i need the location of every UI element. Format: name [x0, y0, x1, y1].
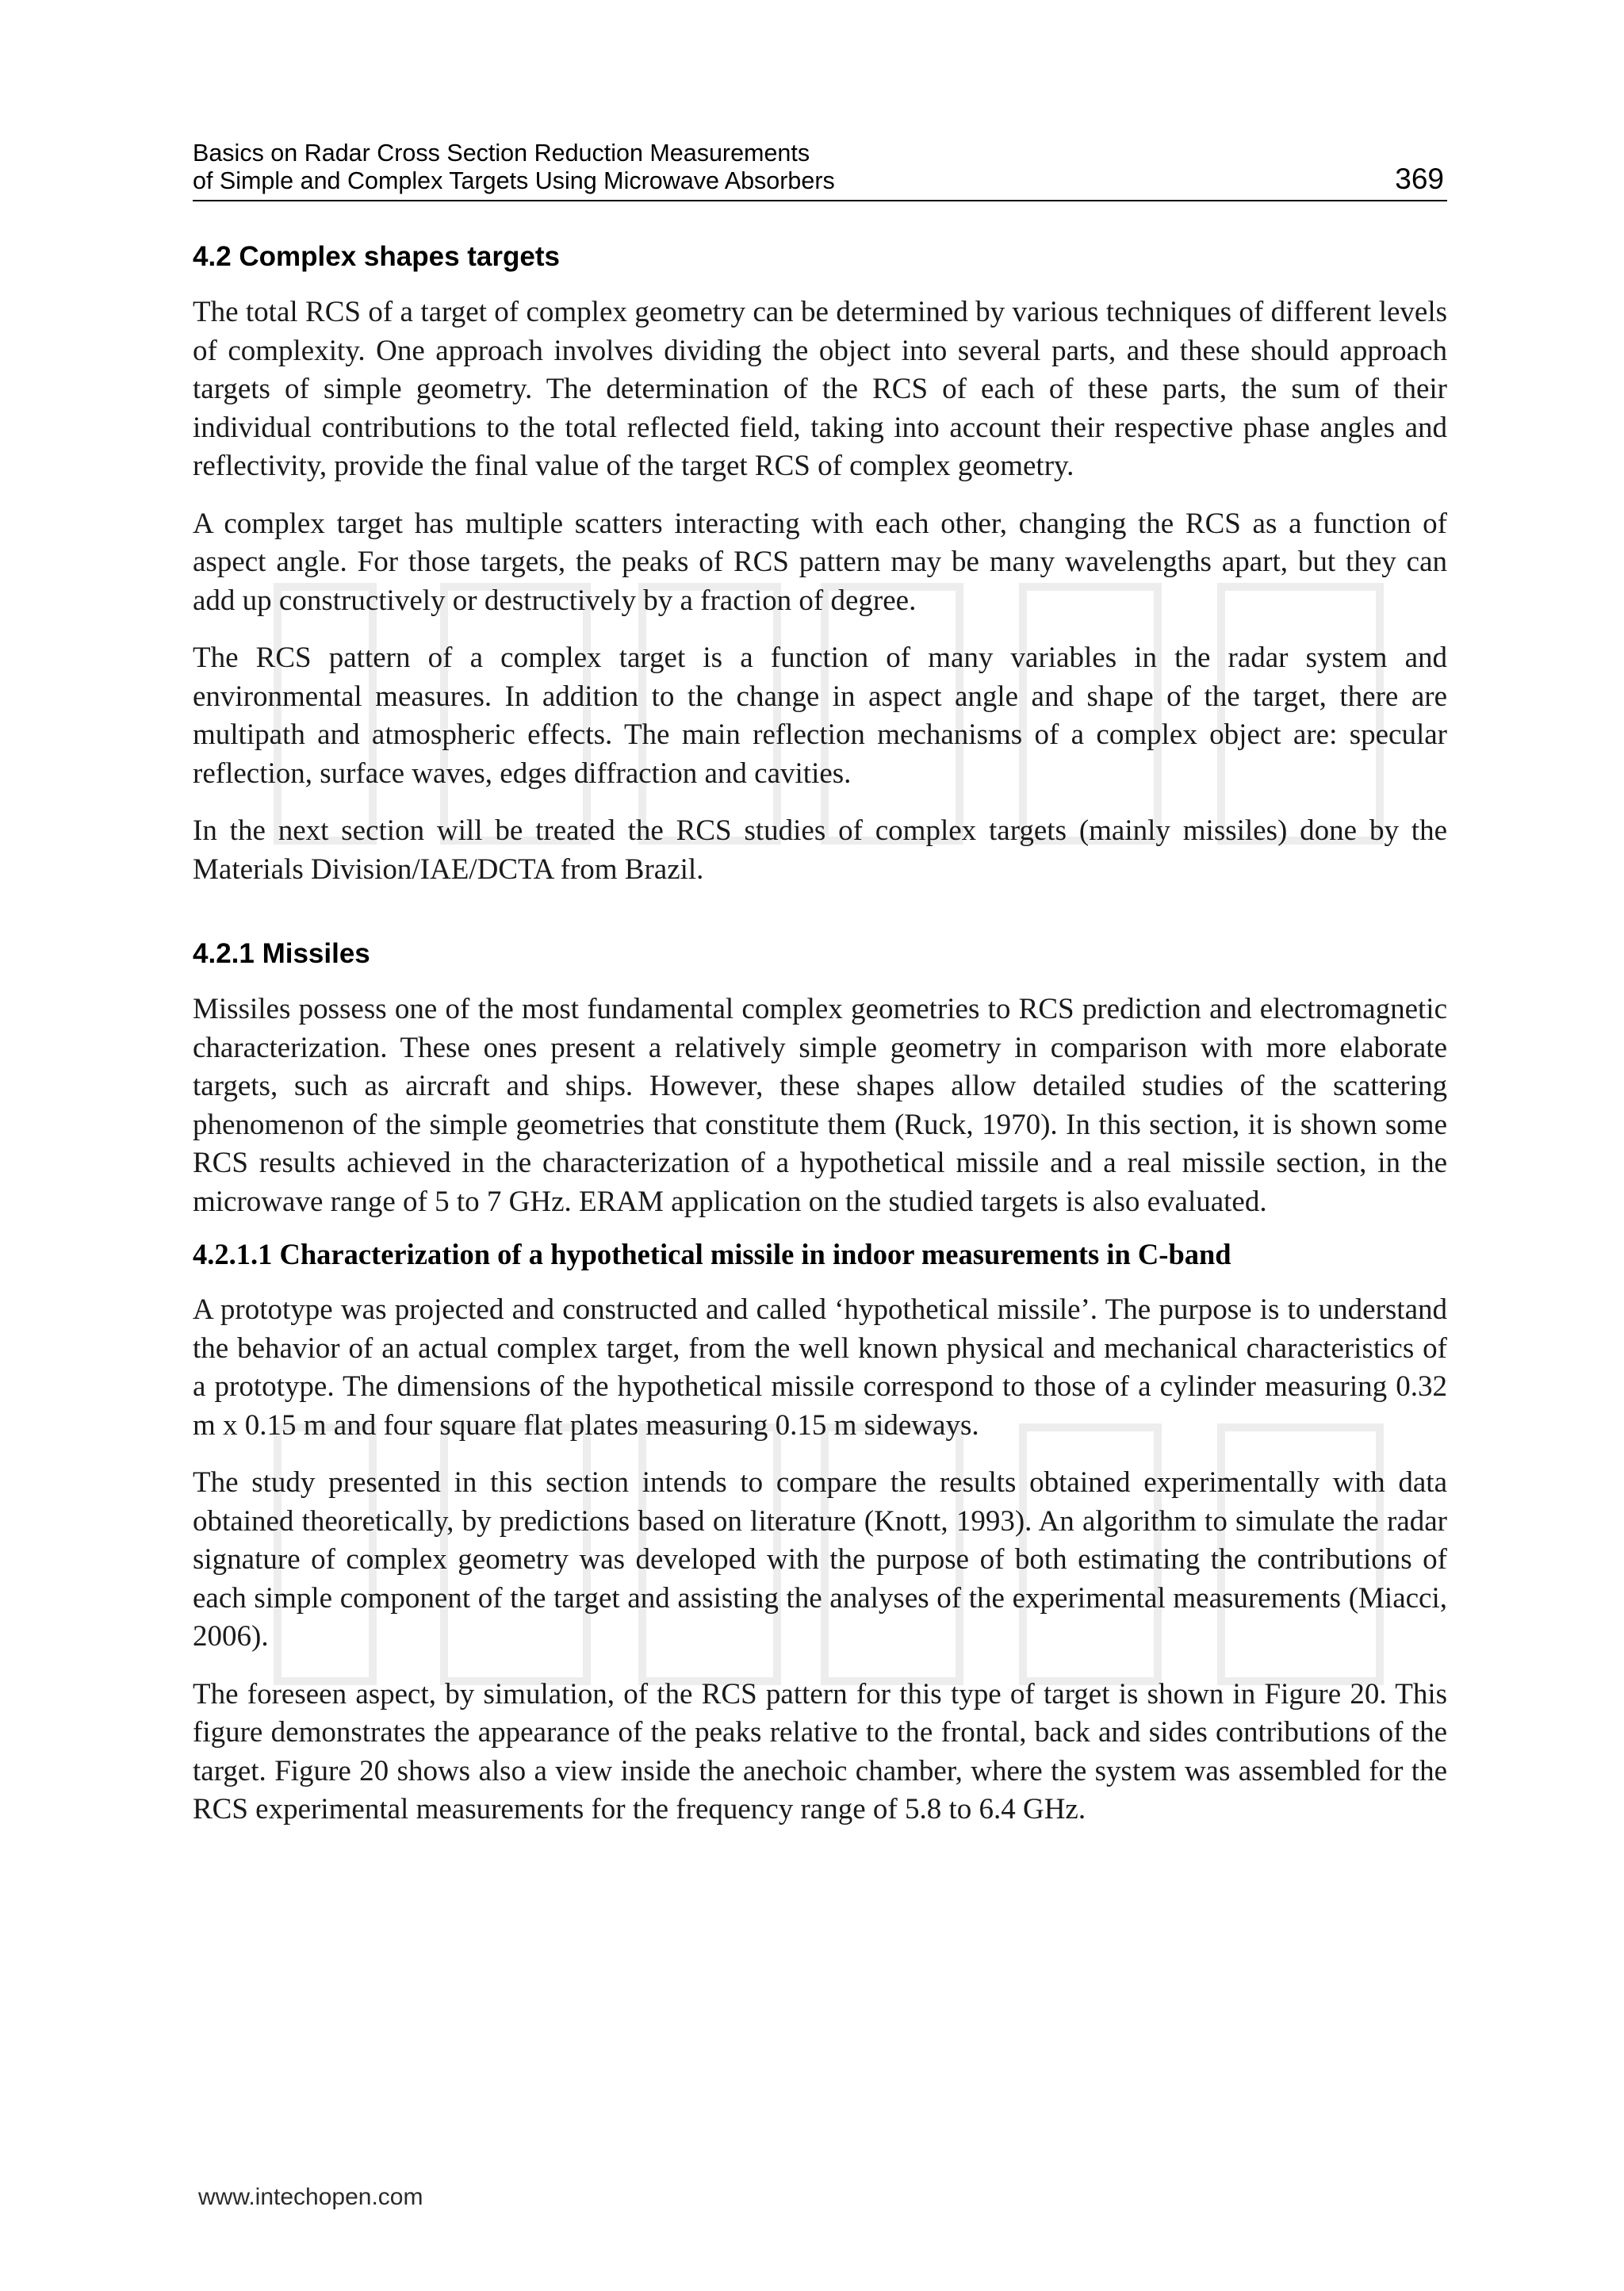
running-title-line-2: of Simple and Complex Targets Using Microwave Absorbers — [193, 167, 835, 194]
page-body — [193, 238, 1447, 1829]
section-heading-4-2-1: 4.2.1 Missiles — [193, 938, 370, 969]
running-header — [193, 140, 1447, 201]
paragraph: A complex target has multiple scatters interacting with each other, changing the RCS as a function of aspect angle. For those targets, the peaks of RCS pattern may be many wavelengths apart, but they can add up constructively or destructively by a fraction of degree. — [193, 507, 1447, 617]
paragraph: The total RCS of a target of complex geometry can be determined by various techniques of different levels of complexity. One approach involves dividing the object into several parts, and these should approach targets of simple geometry. The determination of the RCS of each of these parts, the sum of their individual contributions to the total reflected field, taking into account their respective phase angles and reflectivity, provide the final value of the target RCS of complex geometry. — [193, 296, 1447, 482]
paragraph: The foreseen aspect, by simulation, of the RCS pattern for this type of target is shown in Figure 20. This figure demonstrates the appearance of the peaks relative to the frontal, back and sides contributions of the target. Figure 20 shows also a view inside the anechoic chamber, where the system was assembled for the RCS experimental measurements for the frequency range of 5.8 to 6.4 GHz. — [193, 1677, 1447, 1826]
section-heading-4-2-1-1: 4.2.1.1 Characterization of a hypothetical missile in indoor measurements in C-band — [193, 1238, 1231, 1270]
paragraph: A prototype was projected and constructed and called ‘hypothetical missile’. The purpose is to understand the behavior of an actual complex target, from the well known physical and mechanical characteristics of a prototype. The dimensions of the hypothetical missile correspond to those of a cylinder measuring 0.32 m x 0.15 m and four square flat plates measuring 0.15 m sideways. — [193, 1293, 1447, 1442]
running-title — [193, 140, 835, 195]
footer-url[interactable]: www.intechopen.com — [198, 2184, 423, 2210]
section-heading-4-2: 4.2 Complex shapes targets — [193, 241, 560, 272]
running-title-line-1: Basics on Radar Cross Section Reduction Measurements — [193, 140, 810, 167]
paragraph: In the next section will be treated the RCS studies of complex targets (mainly missiles) done by the Materials Division/IAE/DCTA from Brazil. — [193, 814, 1447, 886]
paragraph: The study presented in this section intends to compare the results obtained experimentally with data obtained theoretically, by predictions based on literature (Knott, 1993). An algorithm to simulate the radar signature of complex geometry was developed with the purpose of both estimating the contributions of each simple component of the target and assisting the analyses of the experimental measurements (Miacci, 2006). — [193, 1466, 1447, 1653]
paragraph: The RCS pattern of a complex target is a function of many variables in the radar system and environmental measures. In addition to the change in aspect angle and shape of the target, there are multipath and atmospheric effects. The main reflection mechanisms of a complex object are: specular reflection, surface waves, edges diffraction and cavities. — [193, 642, 1447, 790]
paragraph: Missiles possess one of the most fundamental complex geometries to RCS prediction and electromagnetic characterization. These ones present a relatively simple geometry in comparison with more elaborate targets, such as aircraft and ships. However, these shapes allow detailed studies of the scattering phenomenon of the simple geometries that constitute them (Ruck, 1970). In this section, it is shown some RCS results achieved in the characterization of a hypothetical missile and a real missile section, in the microwave range of 5 to 7 GHz. ERAM application on the studied targets is also evaluated. — [193, 993, 1447, 1218]
page-number: 369 — [1395, 163, 1444, 195]
